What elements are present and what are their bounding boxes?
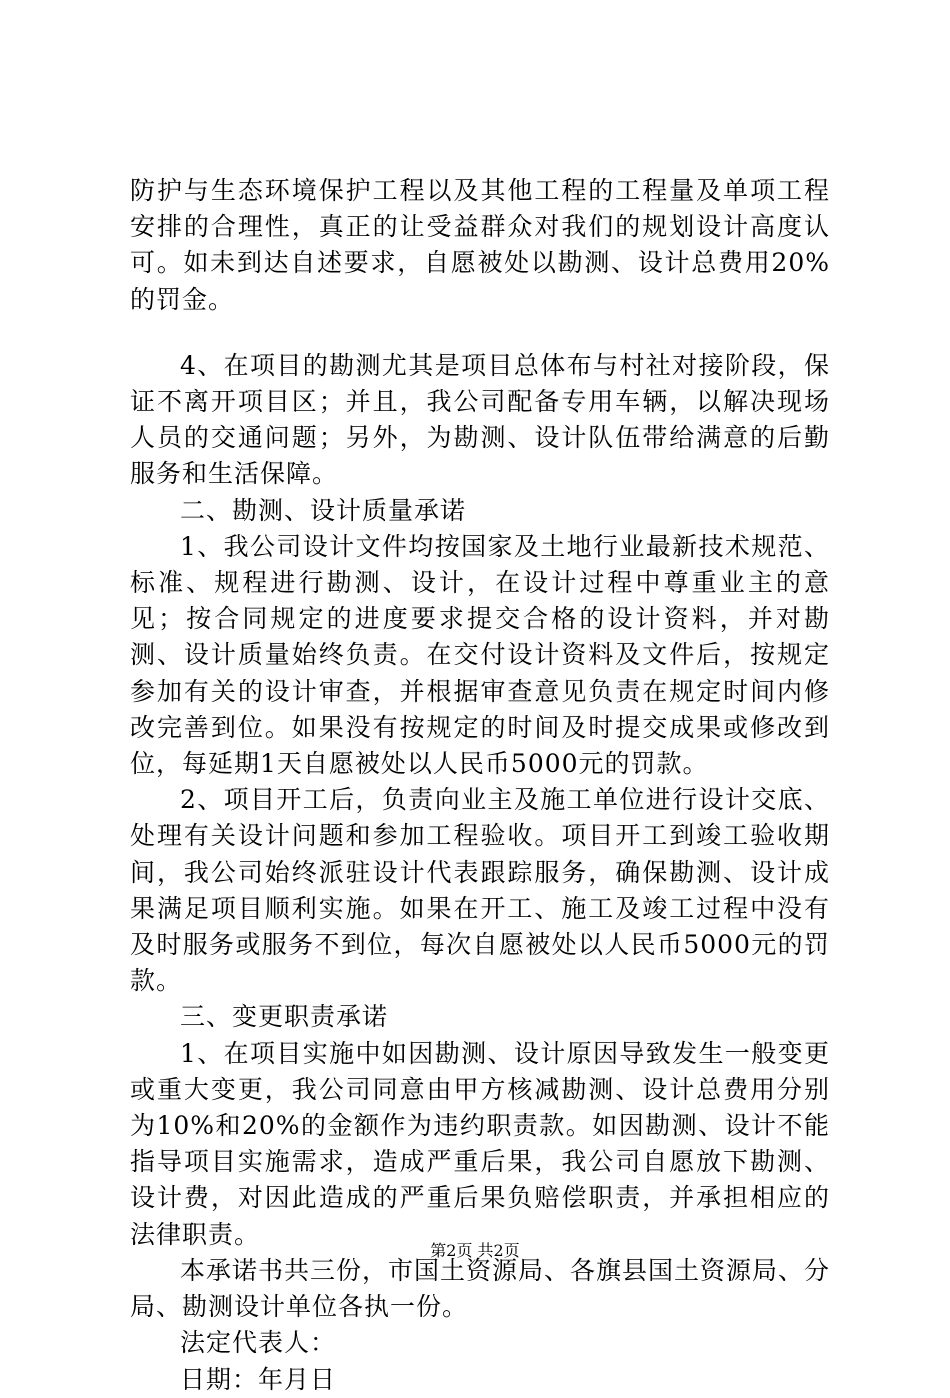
paragraph-change-1: 1、在项目实施中如因勘测、设计原因导致发生一般变更或重大变更，我公司同意由甲方核减勘测、设计总费用分别为10%和20%的金额作为违约职责款。如因勘测、设计不能指导项目实施需求，造成严重后果，我公司自愿放下勘测、设计费，对因此造成的严重后果负赔偿职责，并承担相应的法律职责。 [130,1038,830,1249]
date-line: 日期：年月日 [180,1364,337,1394]
paragraph-continuation: 防护与生态环境保护工程以及其他工程的工程量及单项工程安排的合理性，真正的让受益群众对我们的规划设计高度认可。如未到达自述要求，自愿被处以勘测、设计总费用20%的罚金。 [130,176,830,314]
paragraph-quality-2: 2、项目开工后，负责向业主及施工单位进行设计交底、处理有关设计问题和参加工程验收。项目开工到竣工验收期间，我公司始终派驻设计代表跟踪服务，确保勘测、设计成果满足项目顺利实施。如果在开工、施工及竣工过程中没有及时服务或服务不到位，每次自愿被处以人民币5000元的罚款。 [130,785,830,996]
section-heading-quality: 二、勘测、设计质量承诺 [180,495,467,525]
page-footer: 第2页 共2页 [430,1241,520,1260]
document-body [130,173,830,1398]
paragraph-quality-1: 1、我公司设计文件均按国家及土地行业最新技术规范、标准、规程进行勘测、设计，在设计过程中尊重业主的意见；按合同规定的进度要求提交合格的设计资料，并对勘测、设计质量始终负责。在交付设计资料及文件后，按规定参加有关的设计审查，并根据审查意见负责在规定时间内修改完善到位。如果没有按规定的时间及时提交成果或修改到位，每延期1天自愿被处以人民币5000元的罚款。 [130,531,830,779]
paragraph-item-4: 4、在项目的勘测尤其是项目总体布与村社对接阶段，保证不离开项目区；并且，我公司配备专用车辆，以解决现场人员的交通问题；另外，为勘测、设计队伍带给满意的后勤服务和生活保障。 [130,350,830,489]
section-heading-change: 三、变更职责承诺 [180,1002,389,1032]
paragraph-copies: 本承诺书共三份，市国土资源局、各旗县国土资源局、分局、勘测设计单位各执一份。 [130,1255,831,1322]
legal-representative-line: 法定代表人： [180,1328,337,1358]
